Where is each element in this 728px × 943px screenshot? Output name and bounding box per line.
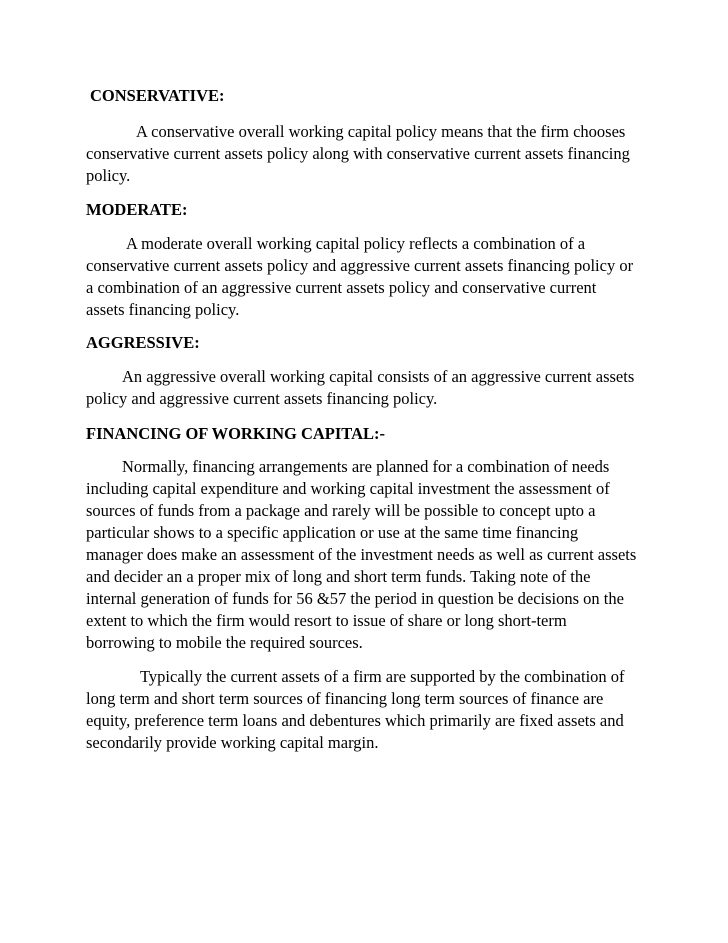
paragraph-line: conservative current assets policy and aggressive current assets financing policy or	[86, 256, 634, 275]
paragraph-line: including capital expenditure and working capital investment the assessment of	[86, 479, 610, 498]
paragraph-line: internal generation of funds for 56 &57 the period in question be decisions on the	[86, 589, 624, 608]
paragraph-line: secondarily provide working capital margin.	[86, 733, 379, 752]
heading-aggressive: AGGRESSIVE:	[86, 333, 200, 352]
heading-financing-of-working-capital: FINANCING OF WORKING CAPITAL:-	[86, 424, 385, 443]
heading-moderate: MODERATE:	[86, 200, 188, 219]
paragraph-line: assets financing policy.	[86, 300, 240, 319]
paragraph-line: conservative current assets policy along with conservative current assets financing	[86, 144, 630, 163]
paragraph-line: A moderate overall working capital policy reflects a combination of a	[126, 234, 586, 253]
paragraph-line: Typically the current assets of a firm are supported by the combination of	[140, 667, 625, 686]
paragraph-line: Normally, financing arrangements are planned for a combination of needs	[122, 457, 610, 476]
paragraph-line: sources of funds from a package and rarely will be possible to concept upto a	[86, 501, 596, 520]
paragraph-line: policy and aggressive current assets financing policy.	[86, 389, 438, 408]
paragraph-line: a combination of an aggressive current assets policy and conservative current	[86, 278, 597, 297]
heading-conservative: CONSERVATIVE:	[90, 86, 225, 105]
paragraph-line: A conservative overall working capital policy means that the firm chooses	[136, 122, 626, 141]
paragraph-line: long term and short term sources of financing long term sources of finance are	[86, 689, 604, 708]
paragraph-line: extent to which the firm would resort to issue of share or long short-term	[86, 611, 567, 630]
paragraph-line: manager does make an assessment of the investment needs as well as current assets	[86, 545, 637, 564]
paragraph-line: policy.	[86, 166, 131, 185]
paragraph-line: and decider an a proper mix of long and short term funds. Taking note of the	[86, 567, 591, 586]
paragraph-line: borrowing to mobile the required sources.	[86, 633, 363, 652]
paragraph-line: particular shows to a specific application or use at the same time financing	[86, 523, 579, 542]
paragraph-line: An aggressive overall working capital consists of an aggressive current assets	[122, 367, 635, 386]
paragraph-line: equity, preference term loans and debentures which primarily are fixed assets and	[86, 711, 624, 730]
